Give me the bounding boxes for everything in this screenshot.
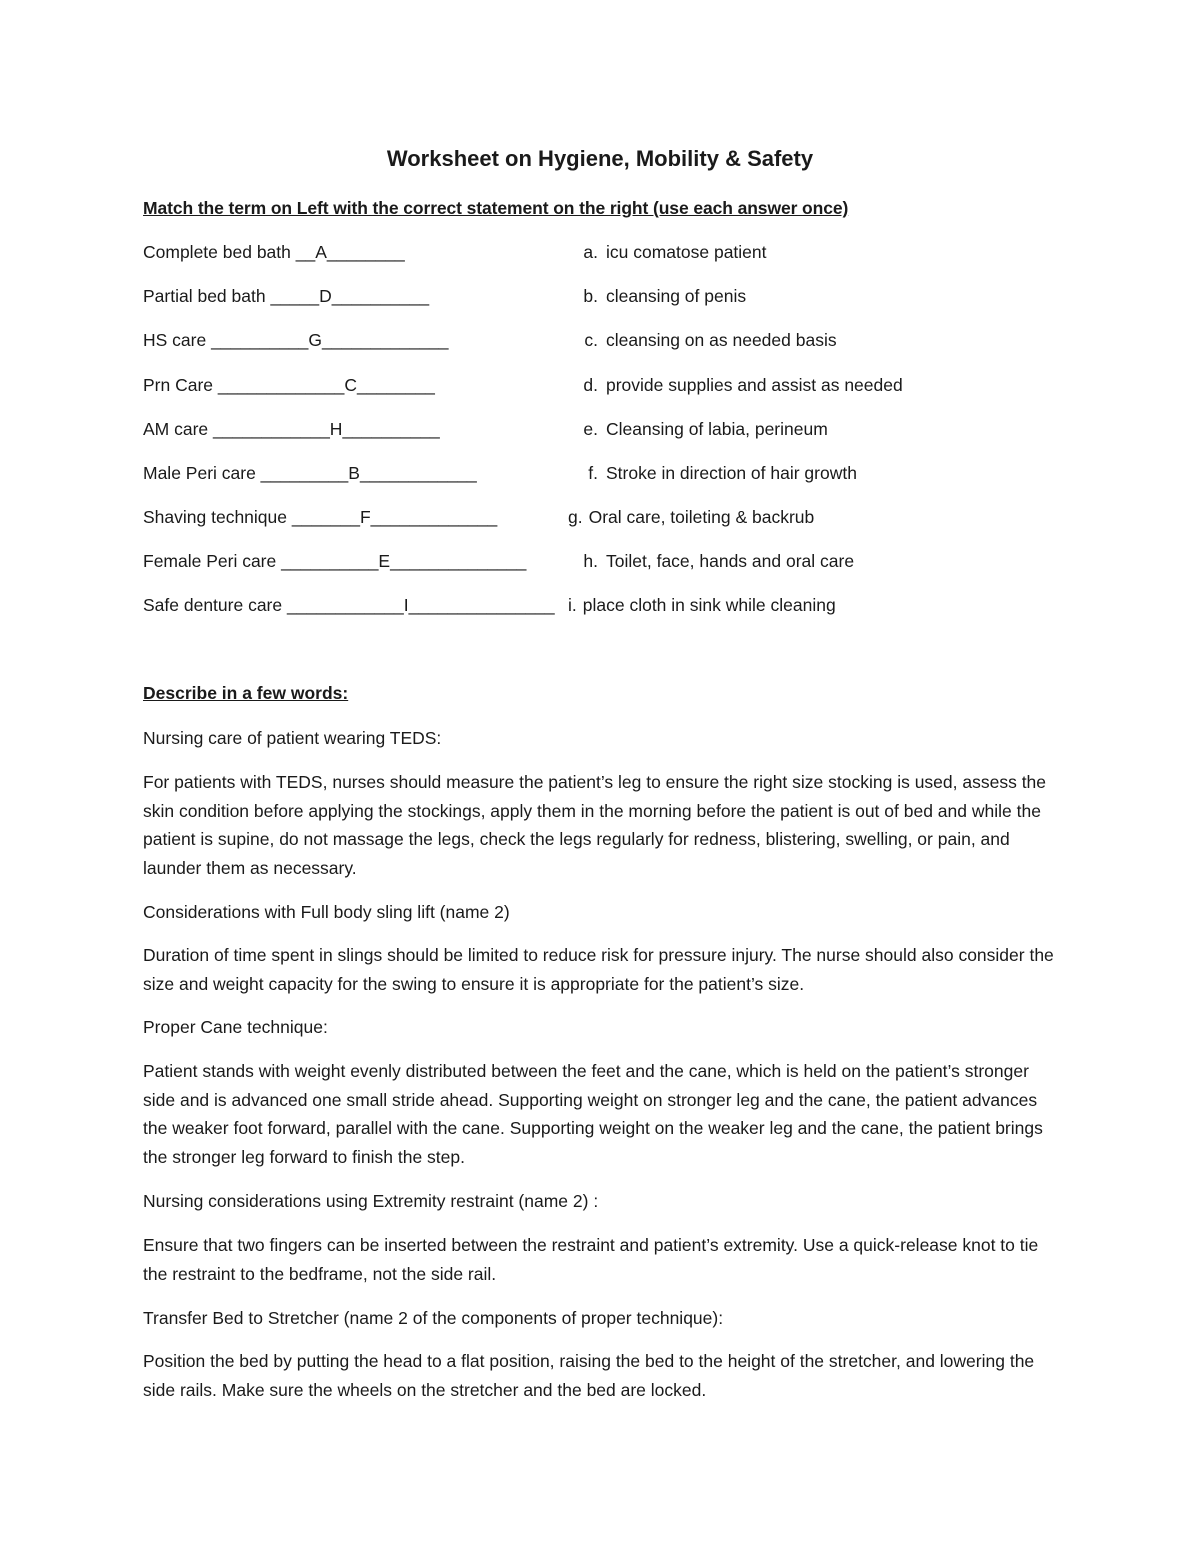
match-statement	[568, 375, 903, 396]
statement-text: Oral care, toileting & backrub	[588, 507, 815, 527]
statement-text: cleansing of penis	[606, 286, 747, 306]
match-statement	[568, 551, 854, 572]
answer-teds: For patients with TEDS, nurses should measure the patient’s leg to ensure the right size stocking is used, assess the skin condition before applying the stockings, apply them in the morning before the patient is out of bed and while the patient is supine, do not massage the legs, check the legs regularly for redness, blistering, swelling, or pain, and launder them as necessary.	[143, 772, 1047, 878]
statement-text: place cloth in sink while cleaning	[582, 595, 836, 615]
statement-letter: d.	[583, 375, 598, 395]
match-statement	[568, 595, 836, 616]
match-statement	[568, 419, 828, 440]
statement-letter: e.	[583, 419, 598, 439]
question-transfer: Transfer Bed to Stretcher (name 2 of the components of proper technique):	[143, 1308, 724, 1328]
statement-letter: a.	[583, 242, 598, 262]
match-statement	[568, 507, 814, 528]
statement-letter: b.	[583, 286, 598, 306]
match-term: Female Peri care __________E______________	[143, 551, 527, 571]
match-term: HS care __________G_____________	[143, 330, 449, 350]
match-term: Partial bed bath _____D__________	[143, 286, 430, 306]
statement-letter: i.	[568, 595, 577, 615]
statement-text: Cleansing of labia, perineum	[606, 419, 828, 439]
match-statement	[568, 242, 767, 263]
statement-letter: h.	[583, 551, 598, 571]
match-term: AM care ____________H__________	[143, 419, 440, 439]
match-term: Safe denture care ____________I_______________	[143, 595, 555, 615]
statement-letter: c.	[584, 330, 598, 350]
match-statement	[568, 463, 857, 484]
answer-sling-lift: Duration of time spent in slings should be limited to reduce risk for pressure injury. The nurse should also consider the size and weight capacity for the swing to ensure it is appropriate for the patient’s size.	[143, 945, 1054, 994]
match-statement	[568, 330, 837, 351]
matching-instructions: Match the term on Left with the correct statement on the right (use each answer once)	[143, 198, 849, 218]
describe-heading: Describe in a few words:	[143, 683, 349, 703]
answer-cane: Patient stands with weight evenly distributed between the feet and the cane, which is held on the patient’s stronger side and is advanced one small stride ahead. Supporting weight on stronger leg and the cane, the patient advances the weaker foot forward, parallel with the cane. Supporting weight on the weaker leg and the cane, the patient brings the stronger leg forward to finish the step.	[143, 1061, 1043, 1167]
answer-restraint: Ensure that two fingers can be inserted between the restraint and patient’s extremity. Use a quick-release knot to tie the restraint to the bedframe, not the side rail.	[143, 1235, 1039, 1284]
statement-text: cleansing on as needed basis	[606, 330, 837, 350]
question-sling-lift: Considerations with Full body sling lift (name 2)	[143, 902, 510, 922]
statement-text: icu comatose patient	[606, 242, 767, 262]
question-cane: Proper Cane technique:	[143, 1017, 328, 1037]
match-term: Shaving technique _______F_____________	[143, 507, 498, 527]
answer-transfer: Position the bed by putting the head to a flat position, raising the bed to the height of the stretcher, and lowering the side rails. Make sure the wheels on the stretcher and the bed are locked.	[143, 1351, 1035, 1400]
match-term: Complete bed bath __A________	[143, 242, 405, 262]
statement-letter: f.	[588, 463, 598, 483]
question-restraint: Nursing considerations using Extremity restraint (name 2) :	[143, 1191, 599, 1211]
match-term: Male Peri care _________B____________	[143, 463, 477, 483]
statement-text: Toilet, face, hands and oral care	[606, 551, 855, 571]
match-term: Prn Care _____________C________	[143, 375, 435, 395]
statement-text: Stroke in direction of hair growth	[606, 463, 857, 483]
statement-letter: g.	[568, 507, 583, 527]
question-teds: Nursing care of patient wearing TEDS:	[143, 728, 442, 748]
page-title: Worksheet on Hygiene, Mobility & Safety	[386, 146, 814, 171]
statement-text: provide supplies and assist as needed	[606, 375, 903, 395]
match-statement	[568, 286, 746, 307]
